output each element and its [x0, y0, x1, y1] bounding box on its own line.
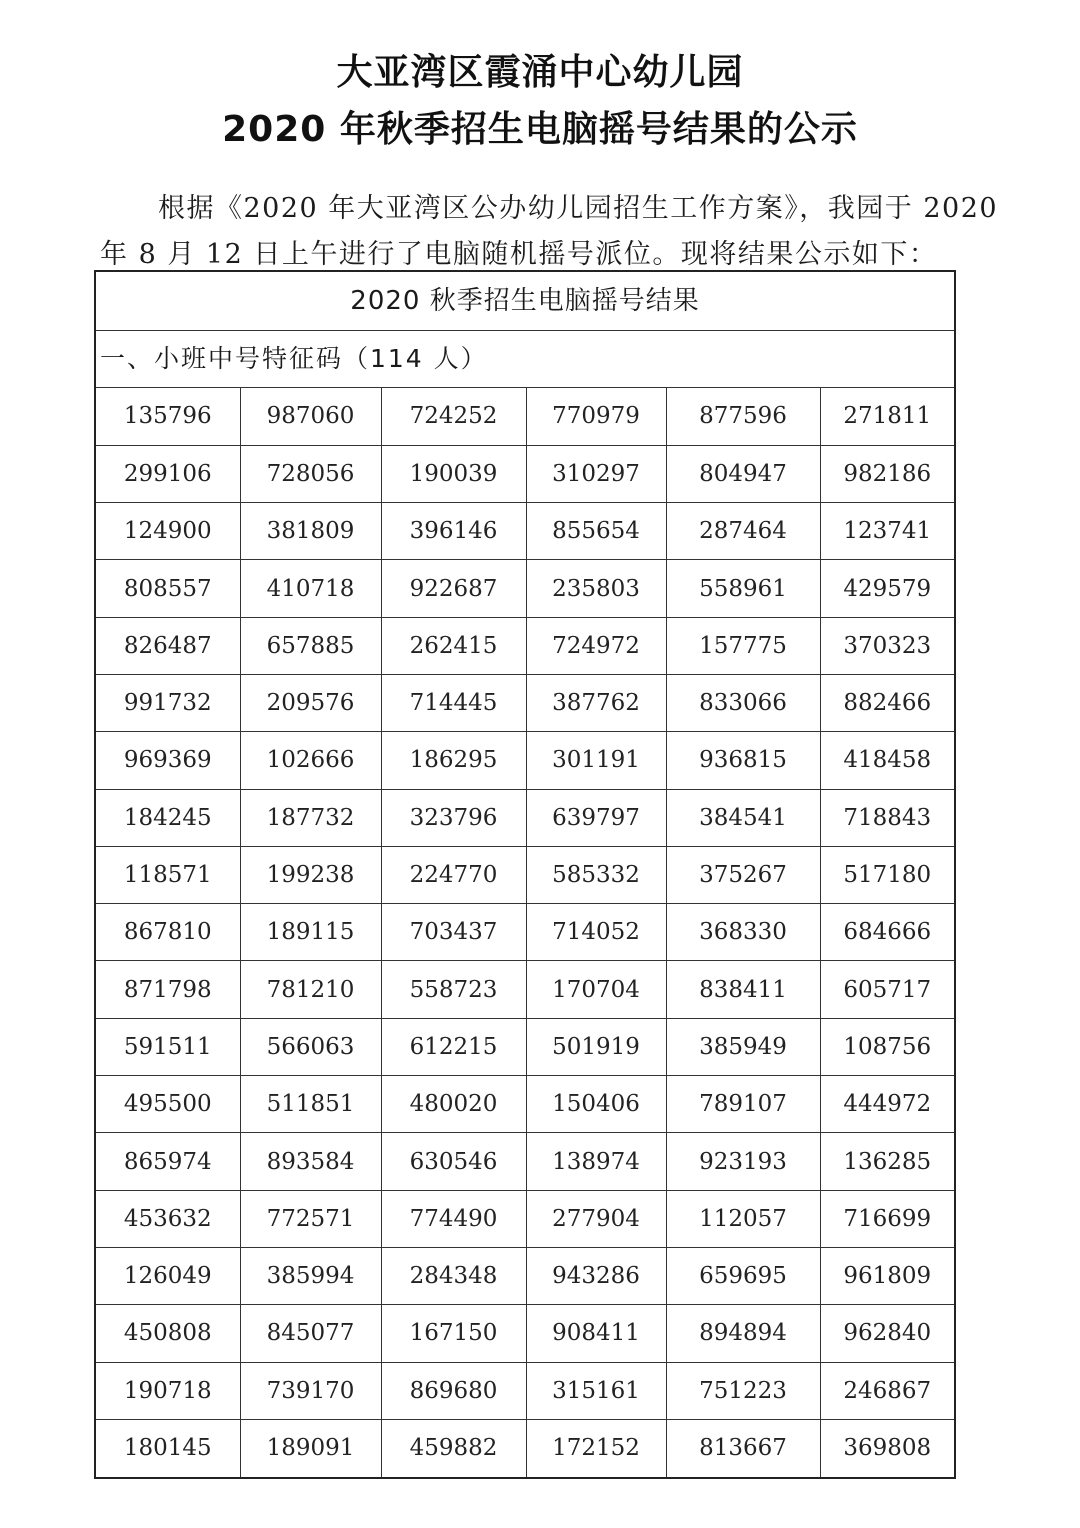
code-cell: 517180 — [820, 846, 954, 903]
section-heading: 一、小班中号特征码（114 人） — [96, 331, 954, 388]
code-cell: 684666 — [820, 904, 954, 961]
code-cell: 126049 — [96, 1247, 240, 1304]
code-cell: 772571 — [240, 1190, 381, 1247]
code-cell: 444972 — [820, 1076, 954, 1133]
code-cell: 123741 — [820, 503, 954, 560]
code-cell: 102666 — [240, 732, 381, 789]
code-cell: 969369 — [96, 732, 240, 789]
code-cell: 943286 — [526, 1247, 666, 1304]
table-row — [96, 1018, 954, 1075]
code-cell: 639797 — [526, 789, 666, 846]
table-row — [96, 961, 954, 1018]
code-cell: 385949 — [666, 1018, 820, 1075]
code-cell: 982186 — [820, 445, 954, 502]
table-row — [96, 503, 954, 560]
code-cell: 209576 — [240, 674, 381, 731]
code-cell: 855654 — [526, 503, 666, 560]
table-row — [96, 732, 954, 789]
table-row — [96, 846, 954, 903]
code-cell: 167150 — [381, 1305, 526, 1362]
table-row — [96, 445, 954, 502]
code-cell: 869680 — [381, 1362, 526, 1419]
intro-paragraph-line-1: 根据《2020 年大亚湾区公办幼儿园招生工作方案》，我园于 2020 — [158, 193, 999, 224]
code-cell: 150406 — [526, 1076, 666, 1133]
table-row — [96, 789, 954, 846]
code-cell: 118571 — [96, 846, 240, 903]
code-cell: 789107 — [666, 1076, 820, 1133]
code-cell: 108756 — [820, 1018, 954, 1075]
code-cell: 728056 — [240, 445, 381, 502]
code-cell: 277904 — [526, 1190, 666, 1247]
code-cell: 591511 — [96, 1018, 240, 1075]
code-cell: 135796 — [96, 388, 240, 445]
code-cell: 724972 — [526, 617, 666, 674]
table-row — [96, 674, 954, 731]
code-cell: 310297 — [526, 445, 666, 502]
table-row — [96, 1247, 954, 1304]
document-title: 大亚湾区霞涌中心幼儿园 — [336, 52, 744, 93]
code-cell: 387762 — [526, 674, 666, 731]
table-row — [96, 1362, 954, 1419]
code-cell: 429579 — [820, 560, 954, 617]
code-cell: 781210 — [240, 961, 381, 1018]
code-cell: 190039 — [381, 445, 526, 502]
table-row — [96, 1076, 954, 1133]
code-cell: 459882 — [381, 1419, 526, 1476]
code-cell: 804947 — [666, 445, 820, 502]
code-cell: 396146 — [381, 503, 526, 560]
code-cell: 501919 — [526, 1018, 666, 1075]
code-cell: 893584 — [240, 1133, 381, 1190]
code-cell: 659695 — [666, 1247, 820, 1304]
code-cell: 199238 — [240, 846, 381, 903]
code-cell: 385994 — [240, 1247, 381, 1304]
code-cell: 262415 — [381, 617, 526, 674]
code-cell: 375267 — [666, 846, 820, 903]
code-cell: 882466 — [820, 674, 954, 731]
code-cell: 180145 — [96, 1419, 240, 1476]
code-cell: 845077 — [240, 1305, 381, 1362]
table-row — [96, 1133, 954, 1190]
code-cell: 718843 — [820, 789, 954, 846]
code-cell: 381809 — [240, 503, 381, 560]
table-row — [96, 904, 954, 961]
code-cell: 724252 — [381, 388, 526, 445]
code-cell: 186295 — [381, 732, 526, 789]
code-cell: 751223 — [666, 1362, 820, 1419]
code-cell: 936815 — [666, 732, 820, 789]
code-cell: 813667 — [666, 1419, 820, 1476]
code-cell: 453632 — [96, 1190, 240, 1247]
code-cell: 418458 — [820, 732, 954, 789]
code-cell: 138974 — [526, 1133, 666, 1190]
code-cell: 716699 — [820, 1190, 954, 1247]
code-cell: 384541 — [666, 789, 820, 846]
table-row — [96, 1305, 954, 1362]
code-cell: 246867 — [820, 1362, 954, 1419]
code-cell: 370323 — [820, 617, 954, 674]
code-cell: 511851 — [240, 1076, 381, 1133]
code-cell: 865974 — [96, 1133, 240, 1190]
code-cell: 184245 — [96, 789, 240, 846]
table-row — [96, 617, 954, 674]
code-cell: 833066 — [666, 674, 820, 731]
code-cell: 908411 — [526, 1305, 666, 1362]
code-cell: 826487 — [96, 617, 240, 674]
code-cell: 605717 — [820, 961, 954, 1018]
code-cell: 189091 — [240, 1419, 381, 1476]
code-cell: 299106 — [96, 445, 240, 502]
code-cell: 410718 — [240, 560, 381, 617]
code-cell: 961809 — [820, 1247, 954, 1304]
code-cell: 189115 — [240, 904, 381, 961]
code-cell: 630546 — [381, 1133, 526, 1190]
code-cell: 923193 — [666, 1133, 820, 1190]
code-cell: 703437 — [381, 904, 526, 961]
code-cell: 124900 — [96, 503, 240, 560]
code-cell: 871798 — [96, 961, 240, 1018]
code-cell: 922687 — [381, 560, 526, 617]
code-cell: 566063 — [240, 1018, 381, 1075]
code-cell: 170704 — [526, 961, 666, 1018]
table-row — [96, 560, 954, 617]
code-cell: 368330 — [666, 904, 820, 961]
document-subtitle: 2020 年秋季招生电脑摇号结果的公示 — [222, 109, 858, 150]
code-cell: 369808 — [843, 1435, 932, 1462]
results-table — [94, 270, 956, 1479]
code-cell: 480020 — [381, 1076, 526, 1133]
code-cell: 657885 — [240, 617, 381, 674]
code-cell: 612215 — [381, 1018, 526, 1075]
code-cell: 235803 — [526, 560, 666, 617]
code-cell: 585332 — [526, 846, 666, 903]
code-cell: 987060 — [240, 388, 381, 445]
code-cell: 112057 — [666, 1190, 820, 1247]
code-cell: 838411 — [666, 961, 820, 1018]
code-cell: 284348 — [381, 1247, 526, 1304]
code-cell: 136285 — [820, 1133, 954, 1190]
table-row — [96, 1419, 954, 1476]
code-cell: 774490 — [381, 1190, 526, 1247]
code-cell: 558961 — [666, 560, 820, 617]
code-grid — [96, 388, 954, 1477]
code-cell: 558723 — [381, 961, 526, 1018]
code-cell: 808557 — [96, 560, 240, 617]
code-cell: 157775 — [666, 617, 820, 674]
code-cell: 323796 — [381, 789, 526, 846]
code-cell: 894894 — [666, 1305, 820, 1362]
code-cell: 187732 — [240, 789, 381, 846]
code-cell: 714052 — [526, 904, 666, 961]
code-cell: 770979 — [526, 388, 666, 445]
table-row — [96, 1190, 954, 1247]
code-cell: 301191 — [526, 732, 666, 789]
code-cell: 991732 — [96, 674, 240, 731]
code-cell: 224770 — [381, 846, 526, 903]
table-row — [96, 388, 954, 445]
code-cell: 271811 — [820, 388, 954, 445]
code-cell: 287464 — [666, 503, 820, 560]
code-cell: 190718 — [96, 1362, 240, 1419]
intro-paragraph-line-2: 年 8 月 12 日上午进行了电脑随机摇号派位。现将结果公示如下： — [100, 239, 938, 270]
code-cell: 315161 — [526, 1362, 666, 1419]
code-cell: 877596 — [666, 388, 820, 445]
code-cell: 714445 — [381, 674, 526, 731]
code-cell: 495500 — [96, 1076, 240, 1133]
code-cell: 739170 — [240, 1362, 381, 1419]
code-cell: 450808 — [96, 1305, 240, 1362]
code-cell: 867810 — [96, 904, 240, 961]
code-cell: 172152 — [526, 1419, 666, 1476]
table-title: 2020 秋季招生电脑摇号结果 — [96, 272, 954, 331]
code-cell: 962840 — [820, 1305, 954, 1362]
